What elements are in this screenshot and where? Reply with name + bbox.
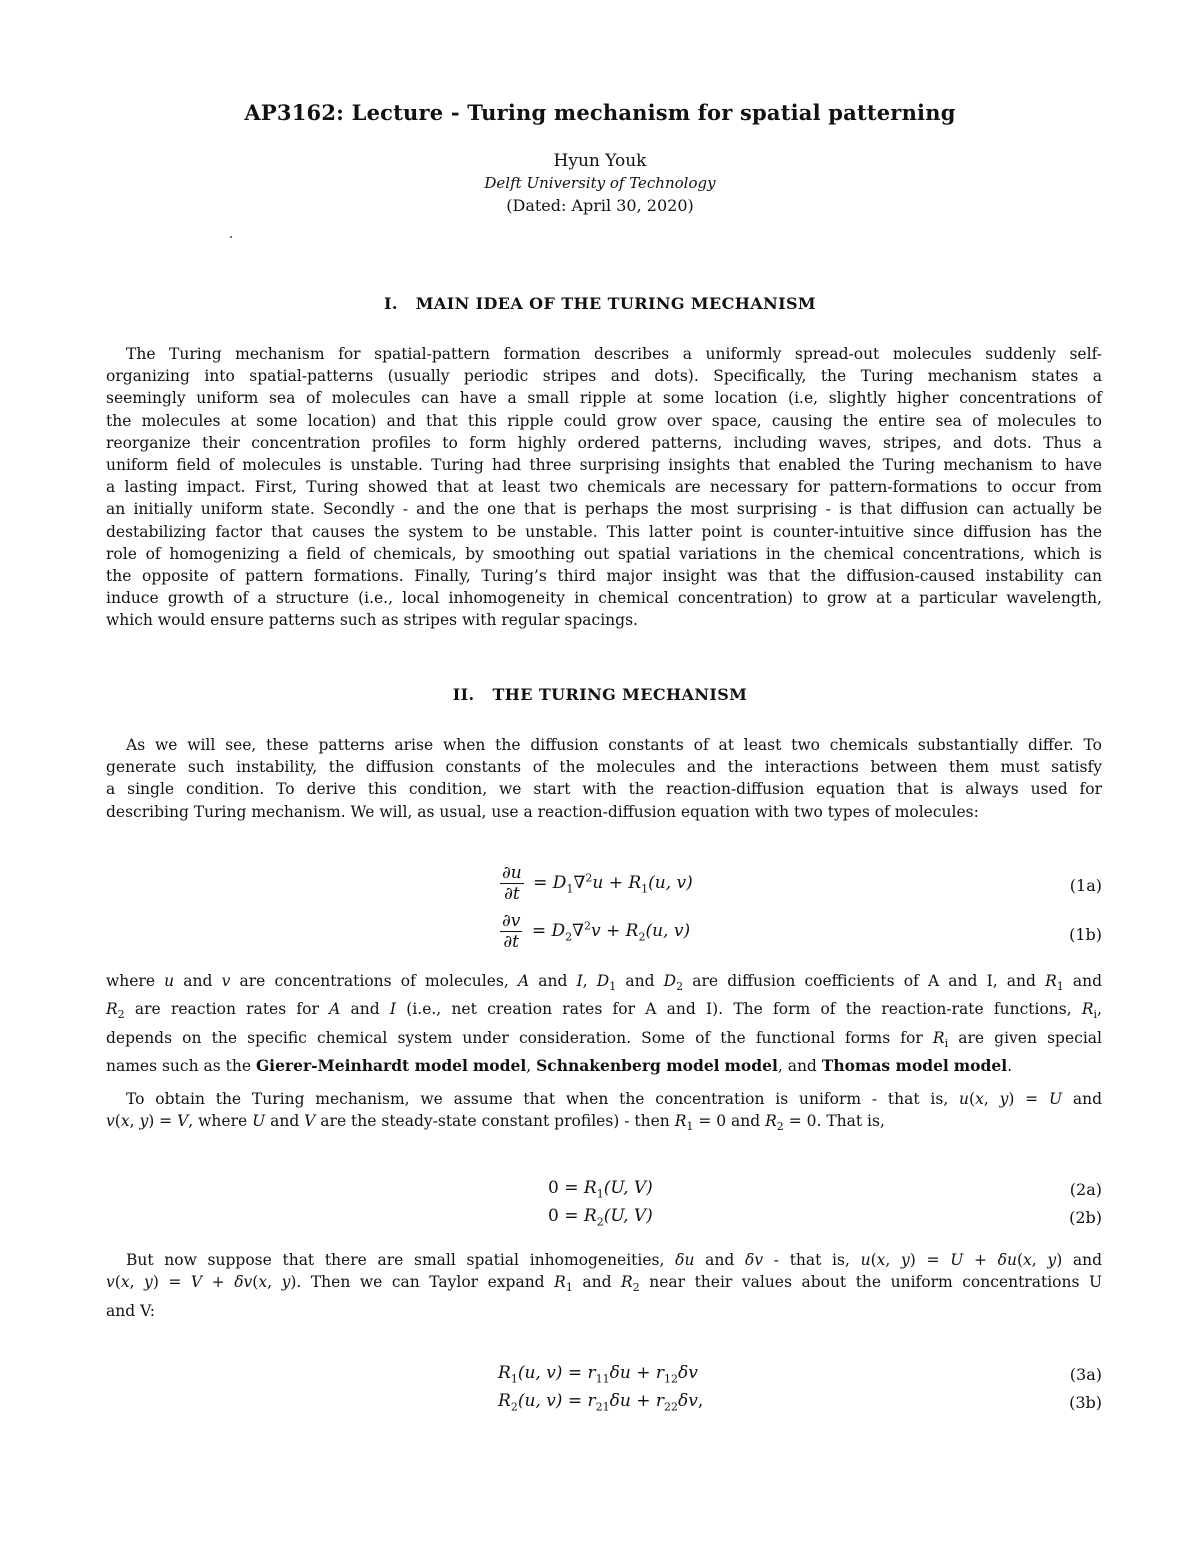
- section-number: I.: [383, 294, 398, 313]
- section-title: THE TURING MECHANISM: [492, 685, 748, 704]
- text-line: organizing into spatial-patterns (usually periodic stripes and dots). Specifically, the Turing mechanism states a: [106, 367, 1102, 386]
- text-line: an initially uniform state. Secondly - and the one that is perhaps the most surprising - is that diffusion can actually be: [106, 500, 1102, 519]
- equation-number: (2b): [1069, 1208, 1102, 1227]
- section-title: MAIN IDEA OF THE TURING MECHANISM: [415, 294, 817, 313]
- text-line: seemingly uniform sea of molecules can have a small ripple at some location (i.e, slightly higher concentrations of: [106, 389, 1102, 408]
- model-name: Gierer-Meinhardt model: [255, 1055, 468, 1075]
- equation-1a: $\frac{\partial u}{\partial t}$ = $D_1\nabla^2u + R_1(u$, v): [502, 863, 693, 904]
- text-line: the opposite of pattern formations. Finally, Turing’s third major insight was that the diffusion-caused instability can: [106, 567, 1102, 586]
- model-name: Thomas model: [821, 1055, 949, 1075]
- equation-number: (3b): [1069, 1393, 1102, 1412]
- text-line: As we will see, these patterns arise when the diffusion constants of at least two chemicals substantially differ. To: [126, 736, 1102, 754]
- paragraph-perturbation: But now suppose that there are small spatial inhomogeneities, δu and δv - that is, u(x, y) = U + δu(x, y) and v(x, y) = V + δv(x, y). Then we can Taylor expand $R_1$ and $R_2$ near their values about the uniform concentrations U and V:: [106, 1251, 1103, 1320]
- text-line: describing Turing mechanism. We will, as usual, use a reaction-diffusion equation with two types of molecules:: [106, 802, 979, 821]
- equation-3b: $R_2(u$, $v) = r_{21}\delta u + r_{22}\delta v$,: [498, 1391, 704, 1414]
- equation-number: (1a): [1069, 876, 1102, 895]
- text-line: induce growth of a structure (i.e., local inhomogeneity in chemical concentration) to grow at a particular wavelength,: [106, 589, 1102, 608]
- text-line: which would ensure patterns such as stripes with regular spacings.: [106, 611, 638, 630]
- equation-number: (3a): [1069, 1365, 1102, 1384]
- author-affiliation: Delft University of Technology: [484, 174, 716, 192]
- equation-number: (2a): [1069, 1180, 1102, 1199]
- paragraph-reaction-terms: where u and v are concentrations of molecules, A and I, $D_1$ and $D_2$ are diffusion coefficients of A and I, and $R_1$ and $R_2$ are reaction rates for A and I (i.e., net creation rates for A and I). The form of the reaction-rate functions, $R_i$, depends on the specific chemical system under consideration. Some of the functional forms for $R_i$ are given special names such as the Gierer-Meinhardt model model, Schnakenberg model model, and Thomas model model.: [106, 972, 1103, 1075]
- equation-3a: $R_1(u$, $v) = r_{11}\delta u + r_{12}\delta v$: [498, 1363, 698, 1386]
- date-line: (Dated: April 30, 2020): [506, 196, 694, 215]
- stray-dot: [230, 236, 232, 238]
- paragraph-turing-intro: [106, 734, 1102, 823]
- text-line: generate such instability, the diffusion constants of the molecules and the interactions between them must satisfy: [106, 758, 1102, 777]
- text-line: role of homogenizing a field of chemicals, by smoothing out spatial variations in the chemical concentrations, which is: [106, 544, 1102, 563]
- text-line: a single condition. To derive this condition, we start with the reaction-diffusion equation that is always used for: [106, 780, 1102, 799]
- author-name: Hyun Youk: [553, 151, 647, 171]
- text-line: destabilizing factor that causes the system to be unstable. This latter point is counter-intuitive since diffusion has the: [106, 522, 1102, 541]
- equation-1b: $\frac{\partial v}{\partial t}$ = $D_2\nabla^2v + R_2(u$, v): [502, 911, 691, 952]
- text-line: The Turing mechanism for spatial-pattern formation describes a uniformly spread-out molecules suddenly self-: [126, 345, 1102, 363]
- paragraph-main-idea: [106, 343, 1102, 632]
- section-heading-2: [0, 685, 1200, 704]
- equation-number: (1b): [1069, 925, 1102, 944]
- text-line: the molecules at some location) and that this ripple could grow over space, causing the entire sea of molecules to: [106, 411, 1102, 430]
- section-number: II.: [452, 685, 475, 704]
- equation-2b: $0 = R_2(U$, V): [548, 1206, 653, 1229]
- equation-2a: $0 = R_1(U$, V): [548, 1178, 653, 1201]
- paragraph-steady-state: To obtain the Turing mechanism, we assume that when the concentration is uniform - that is, u(x, y) = U and v(x, y) = V, where U and V are the steady-state constant profiles) - then $R_1 = 0$ and $R_2 = 0$. That is,: [106, 1090, 1103, 1134]
- model-name: Schnakenberg model: [536, 1055, 720, 1075]
- text-line: uniform field of molecules is unstable. Turing had three surprising insights that enabled the Turing mechanism to have: [106, 456, 1102, 475]
- text-line: reorganize their concentration profiles to form highly ordered patterns, including waves, stripes, and dots. Thus a: [106, 433, 1102, 452]
- section-heading-1: [0, 294, 1200, 313]
- paper-title: AP3162: Lecture - Turing mechanism for spatial patterning: [244, 100, 956, 125]
- text-line: a lasting impact. First, Turing showed that at least two chemicals are necessary for pattern-formations to occur from: [106, 478, 1102, 497]
